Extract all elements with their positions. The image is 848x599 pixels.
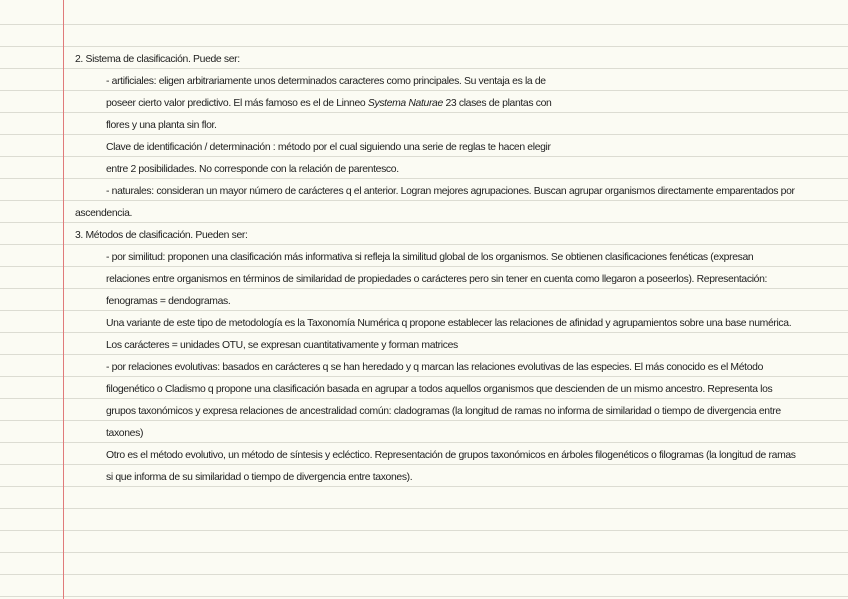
note-line-16: filogenético o Cladismo q propone una clasificación basada en agrupar a todos aquellos organismos que descienden de un mismo ancestro. Representa los bbox=[106, 384, 773, 395]
note-line-18: taxones) bbox=[106, 428, 144, 439]
note-line-1: 2. Sistema de clasificación. Puede ser: bbox=[75, 54, 240, 65]
book-title: Systema Naturae bbox=[367, 98, 443, 109]
note-line-14: Los carácteres = unidades OTU, se expresan cuantitativamente y forman matrices bbox=[106, 340, 458, 351]
note-line-13: Una variante de este tipo de metodología es la Taxonomía Numérica q propone establecer las relaciones de afinidad y agrupamientos sobre una base numérica. bbox=[106, 318, 792, 329]
note-line-7: - naturales: consideran un mayor número de carácteres q el anterior. Logran mejores agrupaciones. Buscan agrupar organismos directamente emparentados por bbox=[106, 186, 795, 197]
margin-line bbox=[63, 0, 64, 599]
note-line-3-end: 23 clases de plantas con bbox=[442, 98, 552, 109]
note-line-17: grupos taxonómicos y expresa relaciones de ancestralidad común: cladogramas (la longitud de ramas no informa de similaridad o tiempo de divergencia entre bbox=[106, 406, 781, 417]
note-line-15: - por relaciones evolutivas: basados en carácteres q se han heredado y q marcan las relaciones evolutivas de las especies. El más conocido es el Método bbox=[106, 362, 763, 373]
note-line-8: ascendencia. bbox=[75, 208, 133, 219]
note-line-3-start: poseer cierto valor predictivo. El más famoso es el de Linneo bbox=[106, 98, 368, 109]
note-line-11: relaciones entre organismos en términos de similaridad de propiedades o carácteres pero sin tener en cuenta como llegaron a poseerlos). Representación: bbox=[106, 274, 768, 285]
note-line-2: - artificiales: eligen arbitrariamente unos determinados caracteres como principales. Su ventaja es la de bbox=[106, 76, 546, 87]
note-line-19: Otro es el método evolutivo, un método de síntesis y ecléctico. Representación de grupos taxonómicos en árboles filogenéticos o filogramas (la longitud de ramas bbox=[106, 450, 796, 461]
note-line-6: entre 2 posibilidades. No corresponde con la relación de parentesco. bbox=[106, 164, 399, 175]
note-line-4: flores y una planta sin flor. bbox=[106, 120, 217, 131]
note-line-10: - por similitud: proponen una clasificación más informativa si refleja la similitud global de los organismos. Se obtienen clasificaciones fenéticas (expresan bbox=[106, 252, 754, 263]
notes-body bbox=[75, 49, 843, 489]
note-line-3 bbox=[75, 93, 843, 115]
note-line-9: 3. Métodos de clasificación. Pueden ser: bbox=[75, 230, 248, 241]
note-line-5: Clave de identificación / determinación : método por el cual siguiendo una serie de reglas te hacen elegir bbox=[106, 142, 551, 153]
note-line-20: si que informa de su similaridad o tiempo de divergencia entre taxones). bbox=[106, 472, 413, 483]
note-line-12: fenogramas = dendogramas. bbox=[106, 296, 231, 307]
